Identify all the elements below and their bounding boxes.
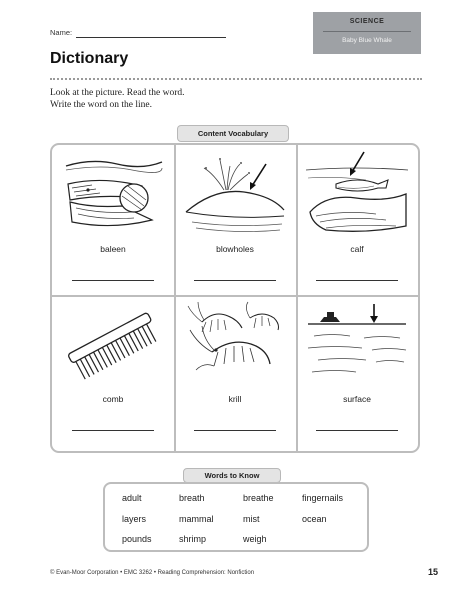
words-to-know-label: Words to Know	[183, 468, 281, 483]
vocabulary-grid	[50, 143, 420, 453]
vocab-cell-surface	[296, 295, 418, 445]
vocab-word: comb	[102, 394, 124, 404]
comb-illustration-icon	[62, 300, 164, 388]
word-to-know: adult	[122, 493, 142, 503]
vocab-cell-krill	[174, 295, 296, 445]
answer-line[interactable]	[72, 280, 154, 281]
name-line[interactable]	[76, 37, 226, 38]
footer-credit: © Evan-Moor Corporation • EMC 3262 • Reading Comprehension: Nonfiction	[50, 570, 255, 576]
badge-subtitle: Baby Blue Whale	[342, 37, 392, 44]
content-vocabulary-label: Content Vocabulary	[177, 125, 289, 142]
answer-line[interactable]	[316, 430, 398, 431]
calf-illustration-icon	[306, 150, 408, 238]
surface-illustration-icon	[306, 300, 408, 388]
answer-line[interactable]	[194, 280, 276, 281]
word-to-know: ocean	[302, 514, 327, 524]
word-to-know: fingernails	[302, 493, 344, 503]
name-label: Name:	[50, 28, 73, 37]
vocab-cell-blowholes	[174, 145, 296, 295]
instruction-line-2: Write the word on the line.	[50, 100, 152, 110]
answer-line[interactable]	[194, 430, 276, 431]
word-to-know: layers	[122, 514, 147, 524]
vocab-cell-comb	[52, 295, 174, 445]
answer-line[interactable]	[72, 430, 154, 431]
words-to-know-box	[103, 482, 369, 552]
word-to-know: breath	[179, 493, 205, 503]
badge-subject: SCIENCE	[349, 18, 385, 25]
dotted-divider	[50, 78, 422, 80]
vocab-word: krill	[228, 394, 242, 404]
page-title: Dictionary	[50, 50, 129, 67]
answer-line[interactable]	[316, 280, 398, 281]
word-to-know: mist	[243, 514, 260, 524]
baleen-illustration-icon	[62, 150, 164, 238]
vocab-cell-baleen	[52, 145, 174, 295]
badge-rule	[323, 31, 411, 32]
vocab-word: baleen	[100, 244, 126, 254]
word-to-know: weigh	[243, 534, 267, 544]
word-to-know: breathe	[243, 493, 274, 503]
instruction-line-1: Look at the picture. Read the word.	[50, 88, 185, 98]
word-to-know: mammal	[179, 514, 214, 524]
vocab-word: blowholes	[216, 244, 254, 254]
vocab-cell-calf	[296, 145, 418, 295]
word-to-know: pounds	[122, 534, 152, 544]
page-number: 15	[427, 567, 438, 577]
instructions	[50, 87, 185, 111]
krill-illustration-icon	[184, 300, 286, 388]
word-to-know: shrimp	[179, 534, 207, 544]
subject-badge	[313, 12, 421, 54]
blowholes-illustration-icon	[184, 150, 286, 238]
vocab-word: surface	[343, 394, 371, 404]
vocab-word: calf	[350, 244, 364, 254]
